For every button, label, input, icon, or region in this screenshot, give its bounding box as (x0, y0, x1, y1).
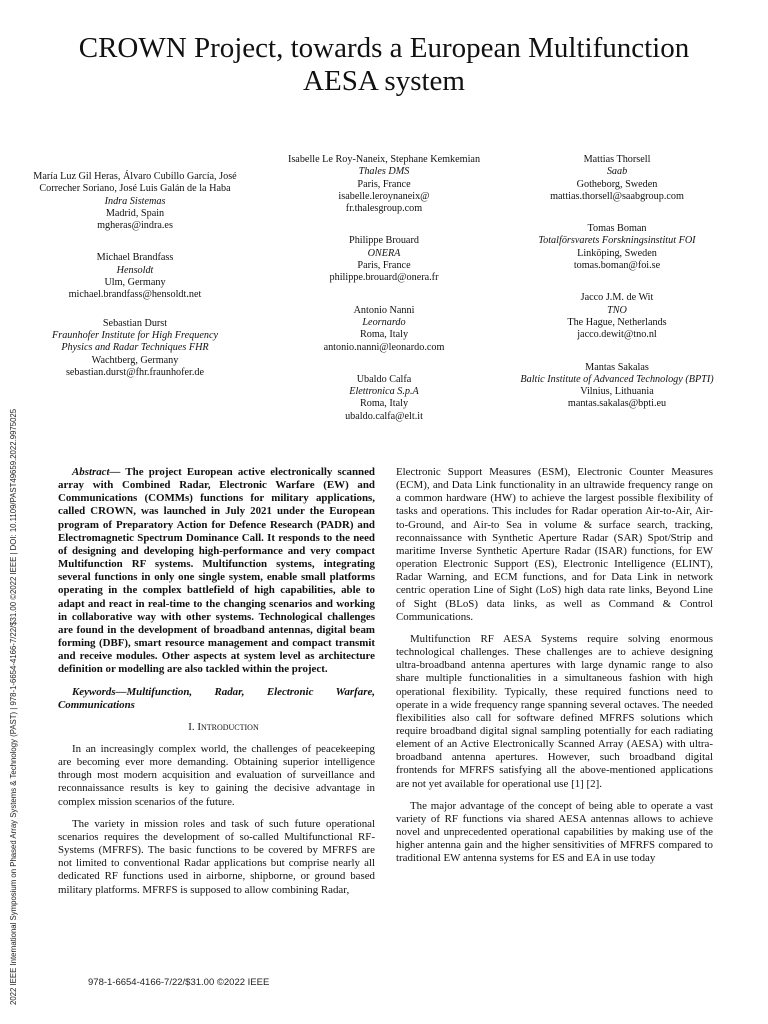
author-location: Ulm, Germany (104, 277, 166, 289)
author-affiliation: Elettronica S.p.A (349, 386, 419, 398)
author-location: Roma, Italy (359, 398, 409, 410)
abstract-lead: Abstract— (72, 466, 121, 478)
abstract (58, 466, 375, 677)
author-email[interactable]: jacco.dewit@tno.nl (577, 329, 657, 341)
left-column (58, 466, 375, 906)
author-block (269, 305, 499, 354)
author-block (20, 252, 250, 301)
author-email[interactable]: mgheras@indra.es (97, 220, 173, 232)
author-block (269, 374, 499, 423)
author-block (269, 154, 499, 215)
author-block (502, 362, 732, 411)
author-names: Tomas Boman (587, 223, 647, 235)
author-email[interactable]: michael.brandfass@hensoldt.net (68, 289, 202, 301)
author-names: María Luz Gil Heras, Álvaro Cubillo García, José Correcher Soriano, José Luis Galán de la Haba (33, 171, 237, 195)
author-email[interactable]: isabelle.leroynaneix@ fr.thalesgroup.com (338, 190, 430, 215)
author-email[interactable]: tomas.boman@foi.se (573, 260, 661, 272)
author-names: Mantas Sakalas (585, 361, 649, 373)
body-paragraph: Multifunction RF AESA Systems require solving enormous technological challenges. These challenges are to achieve designing ultra-broadband antenna apertures with large dynamic range to also share multiple functionalities in a simultaneous fashion with high operational flexibility. Typically, these required functions need to operate in a wide frequency range spanning several octaves. The needed flexibilities also call for software defined MFRFS solutions which require broadband digital signal sampling potentially for each radiating element of an Active Electronically Scanned Array (AESA) with ultra-broadband antenna apertures. However, such broadband digital frontends for MFRFS satisfying all the above-mentioned applications are not yet available for operational use [1] [2]. (396, 632, 713, 790)
author-location: Paris, France (357, 260, 411, 272)
author-block (20, 171, 250, 232)
author-names: Mattias Thorsell (583, 154, 651, 165)
author-block (269, 235, 499, 284)
author-affiliation: Fraunhofer Institute for High Frequency Physics and Radar Techniques FHR (52, 329, 218, 354)
author-affiliation: Totalförsvarets Forskningsinstitut FOI (538, 235, 696, 247)
author-email[interactable]: sebastian.durst@fhr.fraunhofer.de (65, 366, 205, 378)
author-block (502, 154, 732, 203)
author-names: Michael Brandfass (96, 252, 174, 264)
author-affiliation: TNO (607, 304, 627, 316)
author-location: Gotheborg, Sweden (576, 178, 658, 190)
author-location: Vilnius, Lithuania (580, 386, 654, 398)
body-paragraph: The variety in mission roles and task of such future operational scenarios requires the development of so-called Multifunctional RF-Systems (MFRFS). The basic functions to be covered by MFRFS are not limited to conventional Radar applications but comprise nearly all dedicated RF functions used in airborne, shipborne, or ground based military platforms. MFRFS is supposed to allow combining Radar, (58, 817, 375, 896)
author-location: Linköping, Sweden (577, 247, 657, 259)
author-location: Roma, Italy (359, 329, 409, 341)
author-email[interactable]: ubaldo.calfa@elt.it (345, 410, 423, 422)
author-block (502, 292, 732, 341)
author-block (20, 318, 250, 379)
page-footer: 978-1-6654-4166-7/22/$31.00 ©2022 IEEE (88, 977, 270, 988)
keywords: Keywords—Multifunction, Radar, Electronic Warfare, Communications (58, 685, 375, 711)
section-heading-introduction: I. Introduction (188, 720, 259, 733)
author-affiliation: Thales DMS (358, 166, 410, 178)
author-email[interactable]: antonio.nanni@leonardo.com (323, 341, 445, 353)
author-names: Jacco J.M. de Wit (580, 292, 654, 304)
author-names: Antonio Nanni (353, 304, 415, 316)
author-email[interactable]: philippe.brouard@onera.fr (329, 272, 439, 284)
body-paragraph: Electronic Support Measures (ESM), Electronic Counter Measures (ECM), and Data Link functionality in an ultrawide frequency range on a common hardware (HW) to achieve the largest possible flexibility of tasks and operations. This includes for Radar operation Air-to-Air, Air-to-Ground, and Air-to Sea in volume & surface search, tracking, reconnaissance with Synthetic Aperture Radar (SAR) Spot/Strip and maritime Inverse Synthetic Aperture Radar (ISAR) functions, for EW operation Electronic Support (ES), Electronic Intelligence (ELINT), Radar Warning, and ECM functions, and for Data Link in network centric operation Line of Sight (LoS) high data rate links, Beyond Line of Sight (BLoS) data links, as well as Command & Control Communications. (396, 466, 713, 623)
right-column (396, 466, 713, 875)
abstract-text: The project European active electronically scanned array with Combined Radar, Electronic Warfare (EW) and Communications (COMMs) functions for military applications, called CROWN, was launched in July 2021 under the European program of Preparatory Action for Defence Research (PADR) and Electromagnetic Spectrum Dominance Call. It responds to the need of designing and developing high-performance and very compact Multifunction RF systems. Multifunction systems, integrating several functions in only one single system, enable small platforms operating in the complex battlefield of high capabilities, able to adapt and react in real-time to the changing scenarios and working in collaborative way with other systems. Technological challenges are found in the development of broadband antennas, digital beam forming (DBF), smart resource management and compact transmit and receive modules. Other aspects at system level as architecture definition or modelling are also tackled within the project. (58, 466, 375, 676)
author-affiliation: Hensoldt (116, 264, 154, 276)
author-names: Ubaldo Calfa (356, 373, 412, 385)
body-paragraph: The major advantage of the concept of being able to operate a vast variety of RF functions via shared AESA antennas allows to achieve novel and unprecedented operational capabilities by making use of the higher antenna gain and the higher sensitivities of MFRFS compared to traditional EW antenna systems for ES and EA in use today (396, 799, 713, 865)
body-paragraph: In an increasingly complex world, the challenges of peacekeeping are becoming ever more demanding. Obtaining superior intelligence through most modern acquisition and evaluation of surveillance and reconnaissance results is key to gaining the decisive advantage in complex mission scenarios of the future. (58, 742, 375, 808)
author-names: Sebastian Durst (102, 317, 168, 329)
author-column-1 (20, 171, 250, 391)
author-block (502, 223, 732, 272)
author-location: Wachtberg, Germany (91, 354, 179, 366)
author-email[interactable]: mattias.thorsell@saabgroup.com (550, 190, 684, 202)
paper-title: CROWN Project, towards a European Multifunction AESA system (78, 32, 690, 97)
sidebar-citation: 2022 IEEE International Symposium on Phased Array Systems & Technology (PAST) | 978-1-6654-4166-7/22/$31.00 ©2022 IEEE | DOI: 10.1109/PAST49659.2022.9975025 (9, 408, 18, 1005)
author-column-2 (269, 154, 499, 435)
author-affiliation: Leornardo (362, 316, 406, 328)
author-names: Isabelle Le Roy-Naneix, Stephane Kemkemian (287, 154, 481, 165)
author-email[interactable]: mantas.sakalas@bpti.eu (567, 398, 667, 410)
author-affiliation: ONERA (367, 247, 401, 259)
author-column-3 (502, 154, 732, 423)
author-location: Paris, France (357, 178, 411, 190)
author-names: Philippe Brouard (349, 235, 419, 247)
author-location: Madrid, Spain (105, 207, 165, 219)
author-location: The Hague, Netherlands (567, 316, 667, 328)
author-affiliation: Saab (606, 166, 628, 178)
author-affiliation: Indra Sistemas (104, 195, 166, 207)
author-affiliation: Baltic Institute of Advanced Technology (BPTI) (520, 373, 714, 385)
